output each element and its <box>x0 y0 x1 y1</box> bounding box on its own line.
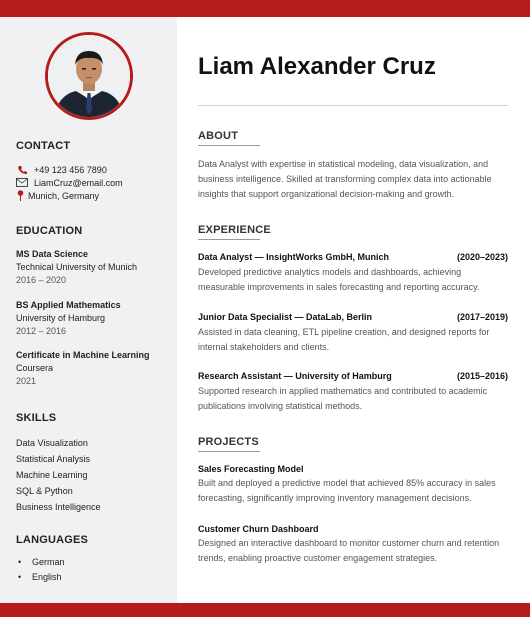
contact-phone <box>16 163 107 176</box>
education-item <box>16 349 166 388</box>
projects-heading-underline <box>198 451 260 452</box>
education-item <box>16 299 166 338</box>
project-description: Designed an interactive dashboard to monitor customer churn and retention trends, enabling proactive customer engagement strategies. <box>198 538 500 563</box>
job-dates: (2020–2023) <box>456 252 508 262</box>
skills-list <box>16 435 101 515</box>
experience-heading <box>198 224 271 240</box>
skills-heading: SKILLS <box>16 412 57 424</box>
languages-list <box>16 555 65 585</box>
education-years: 2016 – 2020 <box>16 275 67 285</box>
skill-item: Business Intelligence <box>16 502 101 512</box>
project-title: Sales Forecasting Model <box>198 464 304 474</box>
skill-item: Machine Learning <box>16 470 88 480</box>
experience-heading-text: EXPERIENCE <box>198 224 271 236</box>
job-header <box>198 252 508 262</box>
education-heading: EDUCATION <box>16 225 83 237</box>
experience-heading-underline <box>198 239 260 240</box>
job-description: Supported research in applied mathematics and contributed to academic publications involving statistical methods. <box>198 386 488 411</box>
education-item <box>16 248 166 287</box>
contact-location <box>16 189 99 202</box>
contact-phone-text: +49 123 456 7890 <box>34 164 107 175</box>
job-description: Assisted in data cleaning, ETL pipeline creation, and designed reports for internal stakeholders and clients. <box>198 327 490 352</box>
skill-item: SQL & Python <box>16 486 73 496</box>
education-school: Technical University of Munich <box>16 262 138 272</box>
project-title: Customer Churn Dashboard <box>198 524 319 534</box>
contact-location-text: Munich, Germany <box>28 190 100 201</box>
contact-email <box>16 176 123 189</box>
bottom-accent-bar <box>0 603 530 617</box>
contact-email-text[interactable]: LiamCruz@email.com <box>34 177 123 188</box>
about-heading-text: ABOUT <box>198 130 239 142</box>
job-title: Junior Data Specialist — DataLab, Berlin <box>198 312 373 322</box>
language-item: • German <box>16 555 65 570</box>
about-heading <box>198 130 260 146</box>
phone-icon <box>16 165 28 175</box>
project-description: Built and deployed a predictive model that achieved 85% accuracy in sales forecasting, significantly improving inventory management decisions. <box>198 478 496 503</box>
name-divider <box>198 105 508 106</box>
job-header <box>198 371 508 381</box>
envelope-icon <box>16 178 28 188</box>
education-school: University of Hamburg <box>16 313 106 323</box>
education-years: 2012 – 2016 <box>16 326 67 336</box>
sidebar <box>0 17 177 603</box>
map-pin-icon <box>16 191 24 201</box>
about-heading-underline <box>198 145 260 146</box>
top-accent-bar <box>0 0 530 17</box>
education-school: Coursera <box>16 363 54 373</box>
contact-heading: CONTACT <box>16 140 71 152</box>
profile-photo <box>45 32 133 120</box>
languages-heading: LANGUAGES <box>16 534 89 546</box>
candidate-name: Liam Alexander Cruz <box>198 53 436 80</box>
job-description: Developed predictive analytics models and dashboards, achieving measurable improvements in sales forecasting and reporting accuracy. <box>198 267 480 292</box>
job-header <box>198 312 508 322</box>
about-text: Data Analyst with expertise in statistical modeling, data visualization, and business intelligence. Skilled at transforming complex data into actionable insights that support organizational decision-making and growth. <box>198 159 492 199</box>
job-dates: (2017–2019) <box>456 312 508 322</box>
skill-item: Statistical Analysis <box>16 454 91 464</box>
projects-heading <box>198 436 260 452</box>
education-years: 2021 <box>16 376 37 386</box>
job-title: Data Analyst — InsightWorks GmbH, Munich <box>198 252 390 262</box>
education-degree: BS Applied Mathematics <box>16 300 121 310</box>
projects-heading-text: PROJECTS <box>198 436 259 448</box>
skill-item: Data Visualization <box>16 438 88 448</box>
job-dates: (2015–2016) <box>456 371 508 381</box>
avatar <box>48 35 130 117</box>
education-degree: Certificate in Machine Learning <box>16 350 150 360</box>
language-item: • English <box>16 570 65 585</box>
job-title: Research Assistant — University of Hamburg <box>198 371 392 381</box>
education-degree: MS Data Science <box>16 249 89 259</box>
